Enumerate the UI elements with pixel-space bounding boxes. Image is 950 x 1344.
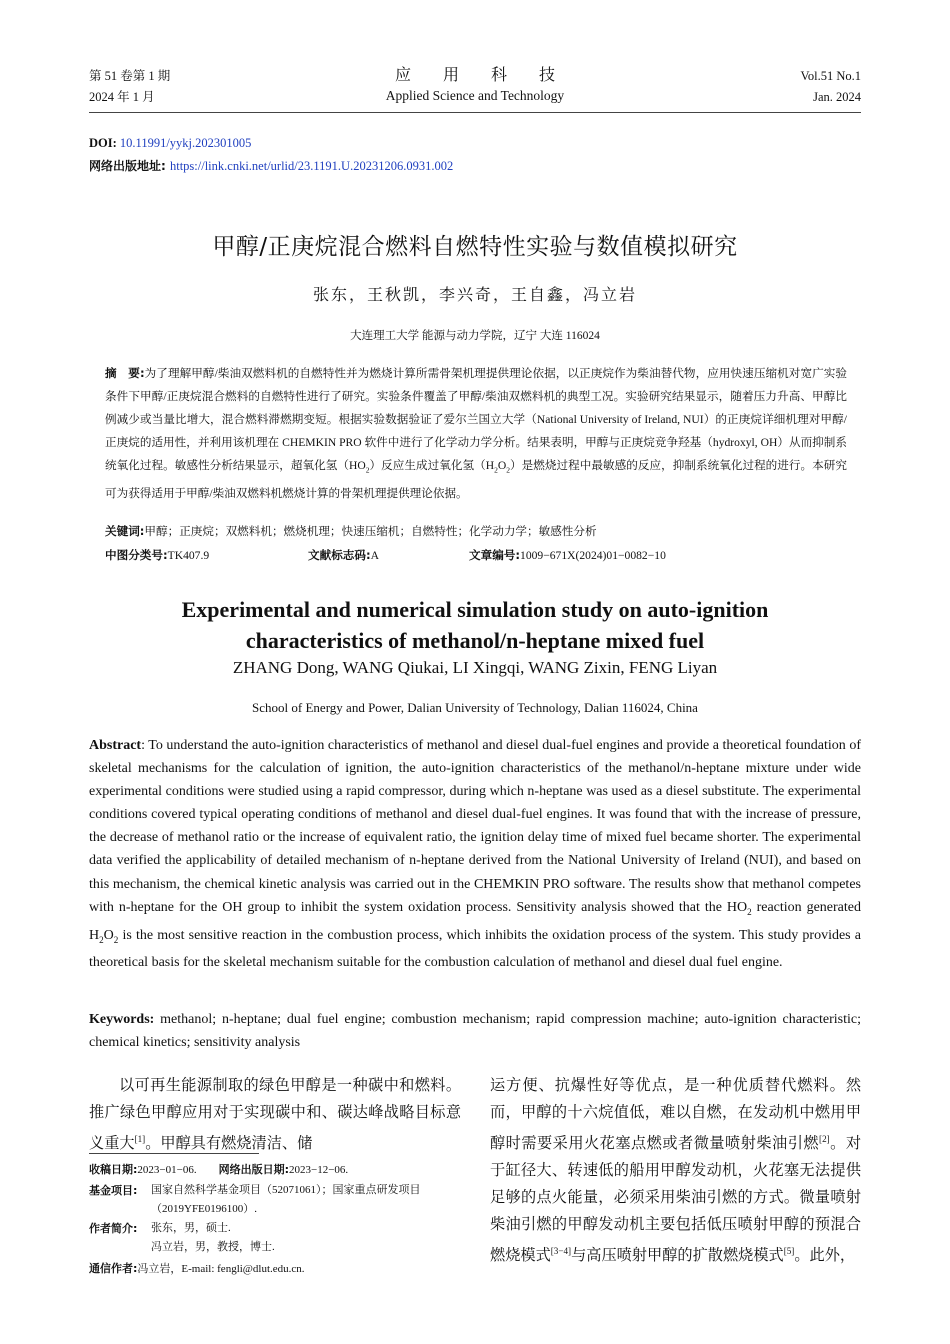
author-bio-1: 张东，男，硕士. bbox=[151, 1222, 231, 1234]
footnote-corresponding bbox=[89, 1259, 461, 1279]
keywords-en-text: methanol; n-heptane; dual fuel engine; combustion mechanism; rapid compression machine; auto-ignition characteristic; chemical kinetics; sensitivity analysis bbox=[89, 1012, 861, 1051]
document-code bbox=[308, 545, 379, 566]
citation[interactable]: [3−4] bbox=[550, 1246, 572, 1257]
footnote-funding bbox=[89, 1181, 461, 1219]
abstract-cn-text: O bbox=[497, 459, 507, 473]
author-bio-2: 冯立岩，男，教授，博士. bbox=[151, 1241, 275, 1253]
authors-cn: 张东，王秋凯，李兴奇，王自鑫，冯立岩 bbox=[312, 287, 637, 304]
abstract-cn bbox=[105, 362, 847, 505]
header-rule bbox=[89, 112, 861, 113]
authors-en: ZHANG Dong, WANG Qiukai, LI Xingqi, WANG Zixin, FENG Liyan bbox=[232, 658, 718, 677]
author-bio-label: 作者简介: bbox=[89, 1222, 138, 1235]
article-number bbox=[469, 545, 666, 566]
funding-text: 国家自然科学基金项目（52071061）；国家重点研发项目（2019YFE0196100）. bbox=[151, 1184, 421, 1215]
document-code-value: A bbox=[370, 549, 379, 562]
keywords-cn bbox=[105, 521, 847, 542]
body-text: 。对于缸径大、转速低的船用甲醇发动机，火花塞无法提供足够的点火能量，必须采用柴油引燃的方式。微量喷射柴油引燃的甲醇发动机主要包括低压喷射甲醇的预混合燃烧模式 bbox=[490, 1135, 862, 1265]
subscript: 2 bbox=[113, 934, 119, 945]
received-label: 收稿日期: bbox=[89, 1163, 138, 1176]
keywords-cn-label: 关键词: bbox=[105, 524, 145, 538]
abstract-cn-text: 为了理解甲醇/柴油双燃料机的自燃特性并为燃烧计算所需骨架机理提供理论依据，以正庚烷作为柴油替代物，应用快速压缩机对宽广实验条件下甲醇/正庚烷混合燃料的自燃特性进行了研究。实验条件覆盖了甲醇/柴油双燃料机的典型工况。实验研究结果显示，随着压力升高、甲醇比例减少或当量比增大，混合燃料滞燃期变短。根据实验数据验证了爱尔兰国立大学（National University of Ireland, NUI）的正庚烷详细机理对甲醇/正庚烷的适用性，并利用该机理在 CHEMKIN PRO 软件中进行了化学动力学分析。结果表明，甲醇与正庚烷竞争羟基（hydroxyl, OH）从而抑制系统氧化过程。敏感性分析结果显示，超氧化氢（HO bbox=[105, 367, 847, 473]
paper-title-en-line2: characteristics of methanol/n-heptane mixed fuel bbox=[245, 628, 705, 653]
paper-title-en-line1: Experimental and numerical simulation study on auto-ignition bbox=[181, 597, 769, 622]
footnote-author-bio bbox=[89, 1219, 461, 1257]
clc-value: TK407.9 bbox=[167, 549, 210, 562]
date-cn: 2024 年 1 月 bbox=[89, 90, 155, 104]
document-code-label: 文献标志码: bbox=[308, 548, 371, 562]
clc-label: 中图分类号: bbox=[105, 548, 168, 562]
abstract-en-text: is the most sensitive reaction in the combustion process, which inhibits the oxidation process of the system. This study provides a theoretical basis for the skeletal mechanism suitable for the combustion calculation of methanol and diesel dual fuel engine. bbox=[89, 927, 861, 971]
abstract-en-text: reaction generated H bbox=[89, 899, 861, 943]
abstract-cn-text: ）反应生成过氧化氢（H bbox=[369, 459, 495, 473]
body-left-column bbox=[89, 1072, 461, 1157]
online-date: 2023−12−06. bbox=[288, 1164, 349, 1176]
corresponding-label: 通信作者: bbox=[89, 1262, 138, 1275]
doi-link[interactable]: 10.11991/yykj.202301005 bbox=[119, 136, 252, 150]
affiliation-en: School of Energy and Power, Dalian University of Technology, Dalian 116024, China bbox=[252, 700, 698, 715]
citation[interactable]: [1] bbox=[134, 1134, 146, 1144]
subscript: 2 bbox=[506, 465, 511, 475]
subscript: 2 bbox=[747, 906, 752, 917]
corresponding-text: 冯立岩，E-mail: fengli@dlut.edu.cn. bbox=[137, 1263, 305, 1275]
subscript: 2 bbox=[365, 465, 370, 475]
article-number-label: 文章编号: bbox=[469, 548, 521, 562]
body-text: 与高压喷射甲醇的扩散燃烧模式 bbox=[571, 1247, 784, 1265]
online-url-label: 网络出版地址: bbox=[89, 159, 170, 173]
keywords-cn-text: 甲醇；正庚烷；双燃料机；燃烧机理；快速压缩机；自燃特性；化学动力学；敏感性分析 bbox=[144, 525, 597, 538]
received-date: 2023−01−06. bbox=[137, 1164, 197, 1176]
citation[interactable]: [5] bbox=[783, 1246, 795, 1257]
abstract-en-text: : To understand the auto-ignition characteristics of methanol and diesel dual-fuel engines and provide a theoretical foundation of skeletal mechanisms for the calculation of ignition, the auto-ignition characteristics of the methanol/n-heptane mixture under wide experimental conditions were studied using a rapid compressor, during which n-heptane was used as a diesel substitute. The experimental conditions covered typical operating conditions of methanol and diesel dual-fuel engines. It was found that with the increase of pressure, the decrease of methanol ratio or the increase of equivalent ratio, the ignition delay time of mixed fuel became shorter. The experimental data verified the applicability of detailed mechanism of n-heptane derived from the National University of Ireland (NUI), and based on this mechanism, the chemical kinetic analysis was carried out in the CHEMKIN PRO software. The results show that methanol competes with n-heptane for the OH group to inhibit the system oxidation process. Sensitivity analysis showed that the HO bbox=[89, 738, 861, 915]
abstract-en bbox=[89, 734, 861, 975]
abstract-en-text: O bbox=[103, 927, 114, 943]
funding-label: 基金项目: bbox=[89, 1184, 138, 1197]
subscript: 2 bbox=[99, 934, 104, 945]
footnote-rule bbox=[89, 1153, 259, 1154]
body-text: 。此外， bbox=[794, 1247, 856, 1265]
paper-title-en bbox=[60, 594, 890, 656]
subscript: 2 bbox=[494, 465, 498, 475]
journal-name-en: Applied Science and Technology bbox=[385, 88, 565, 103]
doi-line bbox=[89, 136, 251, 151]
body-text: 以可再生能源制取的绿色甲醇是一种碳中和燃料。推广绿色甲醇应用对于实现碳中和、碳达峰战略目标意义重大 bbox=[89, 1077, 461, 1153]
body-right-column bbox=[490, 1072, 861, 1269]
clc-number bbox=[105, 545, 209, 566]
doi-label: DOI: bbox=[89, 136, 120, 150]
journal-name-cn: 应 用 科 技 bbox=[394, 67, 555, 84]
volume-issue-cn: 第 51 卷第 1 期 bbox=[89, 69, 171, 83]
abstract-en-label: Abstract bbox=[89, 738, 142, 753]
body-text: 。甲醇具有燃烧清洁、储 bbox=[145, 1135, 313, 1153]
keywords-en-label: Keywords: bbox=[89, 1012, 155, 1027]
affiliation-cn: 大连理工大学 能源与动力学院，辽宁 大连 116024 bbox=[350, 330, 600, 342]
keywords-en bbox=[89, 1008, 861, 1054]
online-url-line bbox=[89, 157, 453, 174]
paper-title-cn: 甲醇/正庚烷混合燃料自燃特性实验与数值模拟研究 bbox=[212, 234, 738, 260]
abstract-cn-text: ）是燃烧过程中最敏感的反应，抑制系统氧化过程的进行。本研究可为获得适用于甲醇/柴油双燃料机燃烧计算的骨架机理提供理论依据。 bbox=[105, 459, 847, 500]
online-url-link[interactable]: https://link.cnki.net/urlid/23.1191.U.20231206.0931.002 bbox=[169, 159, 454, 173]
footnote-dates bbox=[89, 1160, 461, 1180]
volume-issue-en: Vol.51 No.1 bbox=[800, 69, 861, 83]
body-text: 运方便、抗爆性好等优点，是一种优质替代燃料。然而，甲醇的十六烷值低，难以自燃，在发动机中燃用甲醇时需要采用火花塞点燃或者微量喷射柴油引燃 bbox=[490, 1077, 861, 1153]
citation[interactable]: [2] bbox=[819, 1134, 830, 1144]
date-en: Jan. 2024 bbox=[813, 90, 861, 104]
article-number-value: 1009−671X(2024)01−0082−10 bbox=[520, 549, 666, 562]
online-date-label: 网络出版日期: bbox=[218, 1163, 289, 1176]
abstract-cn-label: 摘 要: bbox=[105, 366, 145, 380]
